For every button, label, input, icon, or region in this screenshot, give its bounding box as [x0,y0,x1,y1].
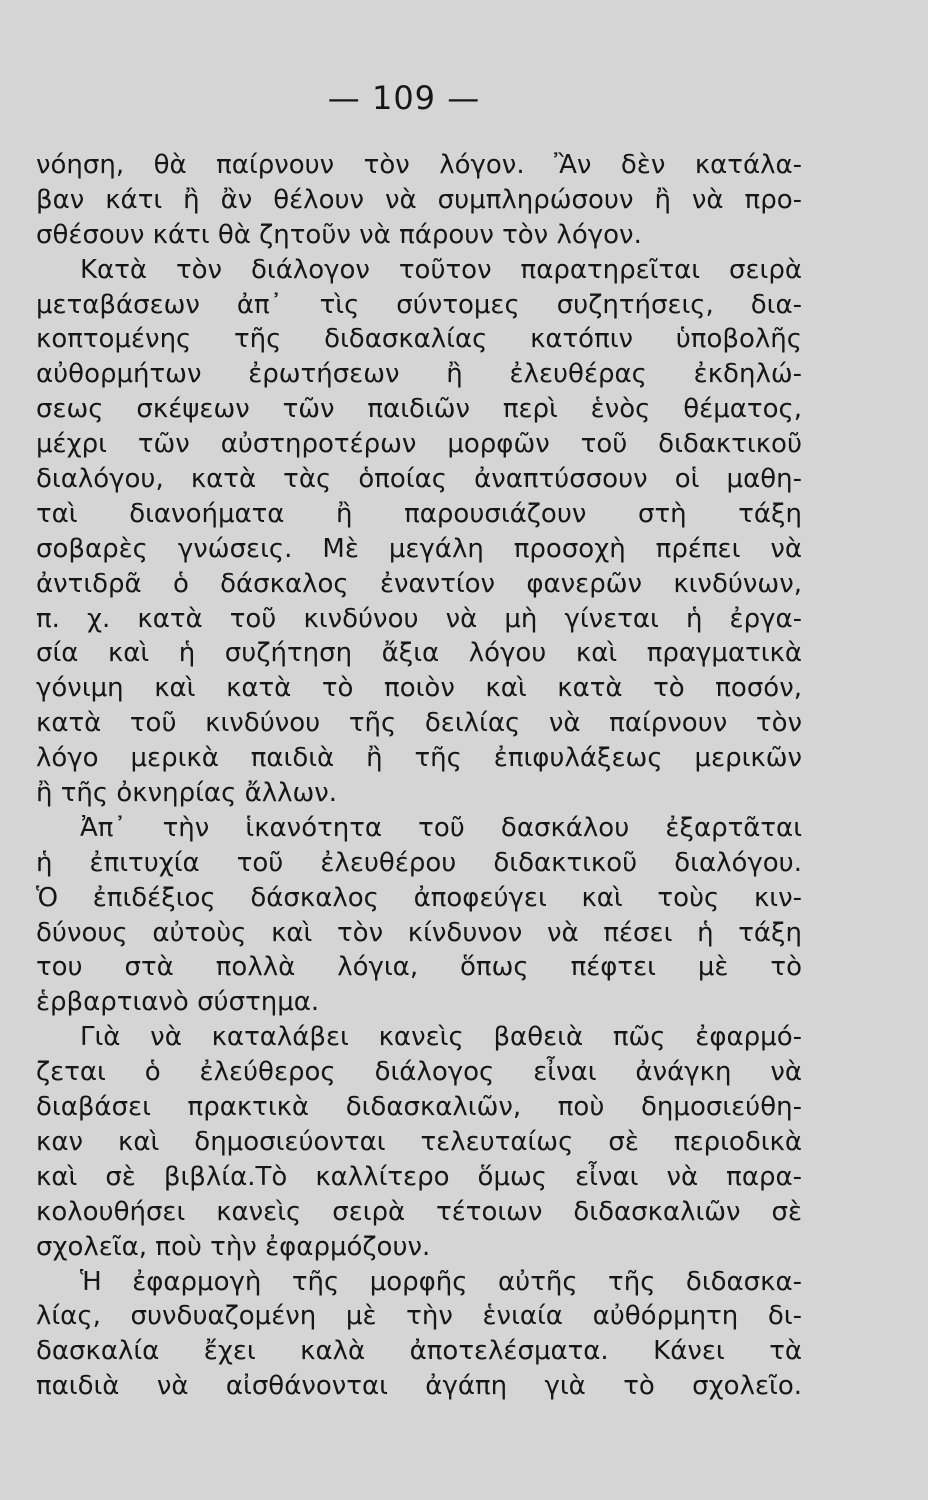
text-line: διαβάσει πρακτικὰ διδασκαλιῶν, ποὺ δημοσιεύθη- [36,1092,802,1123]
text-line: μεταβάσεων ἀπ᾽ τὶς σύντομες συζητήσεις, δια- [36,289,802,320]
text-line: ἀντιδρᾶ ὁ δάσκαλος ἐναντίον φανερῶν κινδύνων, [36,568,802,599]
text-line: κολουθήσει κανεὶς σειρὰ τέτοιων διδασκαλιῶν σὲ [36,1196,802,1227]
text-line: Ἀπ᾽ τὴν ἱκανότητα τοῦ δασκάλου ἐξαρτᾶται [80,812,802,843]
text-line: ταὶ διανοήματα ἢ παρουσιάζουν στὴ τάξη [36,498,802,529]
text-line: λόγο μερικὰ παιδιὰ ἢ τῆς ἐπιφυλάξεως μερικῶν [36,743,802,774]
text-line: ἡ ἐπιτυχία τοῦ ἐλευθέρου διδακτικοῦ διαλόγου. [36,847,802,878]
text-line: Κατὰ τὸν διάλογον τοῦτον παρατηρεῖται σειρὰ [80,254,802,285]
text-line: παιδιὰ νὰ αἰσθάνονται ἀγάπη γιὰ τὸ σχολεῖο. [36,1371,802,1402]
text-line: σθέσουν κάτι θὰ ζητοῦν νὰ πάρουν τὸν λόγον. [36,219,642,250]
text-line: ζεται ὁ ἐλεύθερος διάλογος εἶναι ἀνάγκη νὰ [36,1057,802,1088]
text-line: π. χ. κατὰ τοῦ κινδύνου νὰ μὴ γίνεται ἡ ἐργα- [36,603,802,634]
text-line: νόηση, θὰ παίρνουν τὸν λόγον. Ἂν δὲν κατάλα- [36,150,802,180]
text-line: λίας, συνδυαζομένη μὲ τὴν ἑνιαία αὐθόρμητη δι- [36,1301,802,1332]
text-line: σοβαρὲς γνώσεις. Μὲ μεγάλη προσοχὴ πρέπει νὰ [36,533,802,564]
page-number: — 109 — [327,79,481,117]
text-line: σία καὶ ἡ συζήτηση ἄξια λόγου καὶ πραγματικὰ [36,638,802,669]
text-line: ἑρβαρτιανὸ σύστημα. [36,987,320,1018]
text-line: Ἡ ἐφαρμογὴ τῆς μορφῆς αὐτῆς τῆς διδασκα- [80,1266,802,1297]
text-line: ἢ τῆς ὀκνηρίας ἄλλων. [36,778,338,809]
text-line: αὐθορμήτων ἐρωτήσεων ἢ ἐλευθέρας ἐκδηλώ- [36,359,802,390]
text-line: κοπτομένης τῆς διδασκαλίας κατόπιν ὑποβολῆς [36,324,802,355]
text-line: καὶ σὲ βιβλία.Τὸ καλλίτερο ὅμως εἶναι νὰ παρα- [36,1161,802,1192]
body-text [36,148,802,1404]
text-line: δύνους αὐτοὺς καὶ τὸν κίνδυνον νὰ πέσει ἡ τάξη [36,917,802,948]
text-line: Γιὰ νὰ καταλάβει κανεὶς βαθειὰ πῶς ἐφαρμό- [80,1022,802,1053]
text-line: κατὰ τοῦ κινδύνου τῆς δειλίας νὰ παίρνουν τὸν [36,708,802,739]
text-line: καν καὶ δημοσιεύονται τελευταίως σὲ περιοδικὰ [36,1126,802,1157]
text-line: βαν κάτι ἢ ἂν θέλουν νὰ συμπληρώσουν ἢ νὰ προ- [36,184,802,215]
text-line: γόνιμη καὶ κατὰ τὸ ποιὸν καὶ κατὰ τὸ ποσόν, [36,673,802,704]
text-line: δασκαλία ἔχει καλὰ ἀποτελέσματα. Κάνει τὰ [36,1336,802,1367]
text-line: μέχρι τῶν αὐστηροτέρων μορφῶν τοῦ διδακτικοῦ [36,429,802,460]
text-line: Ὁ ἐπιδέξιος δάσκαλος ἀποφεύγει καὶ τοὺς κιν- [36,882,802,913]
text-line: σχολεῖα, ποὺ τὴν ἐφαρμόζουν. [36,1231,431,1262]
text-line: διαλόγου, κατὰ τὰς ὁποίας ἀναπτύσσουν οἱ μαθη- [36,464,802,495]
text-line: του στὰ πολλὰ λόγια, ὅπως πέφτει μὲ τὸ [36,952,802,983]
text-line: σεως σκέψεων τῶν παιδιῶν περὶ ἑνὸς θέματος, [36,394,802,425]
